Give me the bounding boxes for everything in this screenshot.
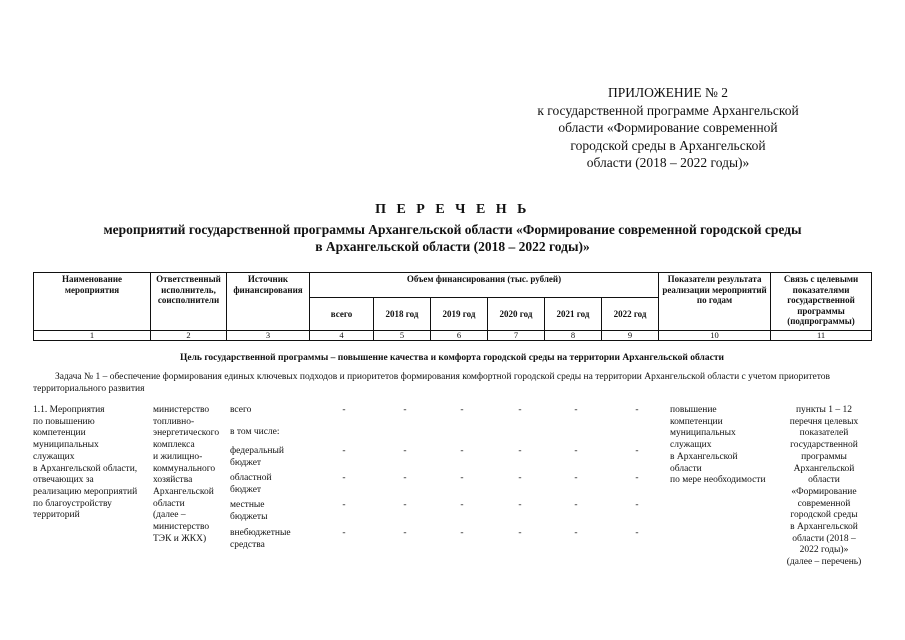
link-line: (далее – перечень) (786, 557, 862, 568)
header-total: всего (310, 298, 374, 331)
funding-value-dash: - (460, 528, 464, 538)
column-number: 1 (34, 331, 151, 341)
funding-value-dash: - (403, 473, 407, 483)
link-line: пункты 1 – 12 (795, 405, 853, 415)
link-line: в Архангельской (790, 522, 858, 533)
indicator-line: по мере необходимости (670, 475, 766, 486)
indicator-line: муниципальных (670, 428, 736, 439)
source-federal (230, 446, 284, 469)
header-indicators: Показатели результата реализации мероприятий по годам (659, 273, 771, 331)
appendix-heading (523, 84, 813, 172)
source-line: бюджет (230, 484, 262, 495)
executor-line: комплекса (153, 440, 195, 451)
measure-name-line: компетенции (33, 428, 86, 439)
column-number: 6 (431, 331, 488, 341)
link-line: программы (801, 451, 847, 462)
program-goal: Цель государственной программы – повышение качества и комфорта городской среды на территории Архангельской области (180, 353, 724, 363)
measure-name-line: отвечающих за (33, 475, 94, 486)
link-line: показателей (799, 428, 849, 439)
funding-value-dash: - (635, 473, 639, 483)
executor-line: Архангельской (153, 486, 214, 497)
funding-value-dash: - (342, 446, 346, 456)
source-line: средства (230, 539, 265, 550)
funding-value-dash: - (403, 500, 407, 510)
column-number: 3 (227, 331, 310, 341)
header-year: 2020 год (488, 298, 545, 331)
funding-value-dash: - (342, 405, 346, 415)
funding-value-dash: - (574, 446, 578, 456)
header-year: 2018 год (374, 298, 431, 331)
measure-name-line: реализацию мероприятий (33, 486, 138, 497)
executor-line: министерство (153, 522, 210, 533)
measure-name (33, 405, 151, 522)
document-subtitle (40, 221, 865, 255)
header-year: 2021 год (545, 298, 602, 331)
measure-name-line: служащих (33, 451, 75, 462)
funding-value-dash: - (574, 528, 578, 538)
executor-line: ТЭК и ЖКХ) (153, 533, 207, 544)
appendix-line: области «Формирование современной (558, 120, 778, 135)
executor-line: и жилищно- (153, 451, 203, 462)
funding-value-dash: - (574, 500, 578, 510)
executor-line: топливно- (153, 416, 195, 427)
appendix-line: ПРИЛОЖЕНИЕ № 2 (607, 85, 729, 100)
funding-value-dash: - (518, 500, 522, 510)
indicator-line: в Архангельской (670, 451, 738, 462)
target-link (776, 405, 872, 569)
measure-executor (153, 405, 229, 545)
measure-name-line: в Архангельской области, (33, 463, 138, 474)
column-number: 10 (659, 331, 771, 341)
link-line: современной (797, 498, 851, 509)
funding-value-dash: - (635, 528, 639, 538)
funding-value-dash: - (342, 528, 346, 538)
funding-value-dash: - (635, 405, 639, 415)
link-line: государственной (790, 440, 858, 451)
header-link: Связь с целевыми показателями государственной программы (подпрограммы) (771, 273, 872, 331)
executor-line: энергетического (153, 428, 220, 439)
appendix-line: к государственной программе Архангельской (537, 102, 799, 118)
source-line: областной (230, 473, 272, 483)
link-line: 2022 годы)» (799, 545, 849, 556)
funding-value-dash: - (574, 405, 578, 415)
column-number: 9 (602, 331, 659, 341)
source-including: в том числе: (230, 427, 280, 437)
measure-name-line: муниципальных (33, 440, 99, 451)
indicator-line: повышение (670, 405, 717, 415)
indicator-line: компетенции (670, 416, 723, 427)
source-line: федеральный (230, 446, 284, 456)
source-line: бюджеты (230, 511, 268, 522)
subtitle-line: в Архангельской области (2018 – 2022 годы)» (315, 239, 590, 254)
appendix-line: области (2018 – 2022 годы)» (586, 155, 750, 170)
link-line: Архангельской (793, 463, 855, 474)
executor-line: министерство (153, 405, 210, 415)
funding-value-dash: - (342, 500, 346, 510)
funding-value-dash: - (635, 446, 639, 456)
source-total: всего (230, 405, 252, 415)
appendix-line: городской среды в Архангельской (570, 137, 766, 153)
subtitle-line: мероприятий государственной программы Архангельской области «Формирование современной городской среды (103, 222, 802, 237)
link-line: «Формирование (791, 486, 857, 497)
measure-name-line: по благоустройству (33, 498, 112, 509)
measures-table-header (33, 272, 872, 341)
funding-value-dash: - (518, 405, 522, 415)
header-year: 2022 год (602, 298, 659, 331)
source-offbudget (230, 528, 291, 551)
funding-value-dash: - (518, 446, 522, 456)
funding-value-dash: - (460, 405, 464, 415)
header-funding: Объем финансирования (тыс. рублей) (310, 273, 659, 298)
funding-value-dash: - (460, 446, 464, 456)
funding-value-dash: - (574, 473, 578, 483)
measure-name-line: территорий (33, 510, 80, 521)
executor-line: (далее – (153, 510, 186, 521)
link-line: области (2018 – (792, 533, 856, 544)
executor-line: области (153, 498, 185, 509)
measure-name-line: 1.1. Мероприятия (33, 405, 105, 415)
source-line: бюджет (230, 457, 262, 468)
link-line: городской среды (790, 510, 858, 521)
document-title: П Е Р Е Ч Е Н Ь (375, 202, 530, 217)
link-line: области (808, 475, 840, 486)
header-executor: Ответственный исполнитель, соисполнители (151, 273, 227, 331)
source-line: внебюджетные (230, 528, 291, 538)
source-regional (230, 473, 272, 496)
funding-value-dash: - (635, 500, 639, 510)
funding-value-dash: - (518, 528, 522, 538)
header-source: Источник финансирования (227, 273, 310, 331)
header-year: 2019 год (431, 298, 488, 331)
column-number: 8 (545, 331, 602, 341)
funding-value-dash: - (342, 473, 346, 483)
source-line: местные (230, 500, 265, 510)
funding-value-dash: - (460, 500, 464, 510)
measure-name-line: по повышению (33, 416, 95, 427)
header-name: Наименование мероприятия (34, 273, 151, 331)
column-number: 11 (771, 331, 872, 341)
executor-line: коммунального (153, 463, 216, 474)
column-number: 4 (310, 331, 374, 341)
indicator-line: области (670, 463, 702, 474)
funding-value-dash: - (518, 473, 522, 483)
executor-line: хозяйства (153, 475, 193, 486)
indicator-line: служащих (670, 440, 712, 451)
funding-value-dash: - (403, 446, 407, 456)
column-number: 2 (151, 331, 227, 341)
result-indicator (670, 405, 780, 487)
funding-value-dash: - (403, 405, 407, 415)
link-line: перечня целевых (789, 416, 859, 427)
source-local (230, 500, 267, 523)
column-number: 7 (488, 331, 545, 341)
funding-value-dash: - (403, 528, 407, 538)
funding-value-dash: - (460, 473, 464, 483)
column-number: 5 (374, 331, 431, 341)
task-1: Задача № 1 – обеспечение формирования единых ключевых подходов и приоритетов формирования комфортной городской среды на территории Архангельской области с учетом приоритетов территориального развития (33, 372, 830, 394)
